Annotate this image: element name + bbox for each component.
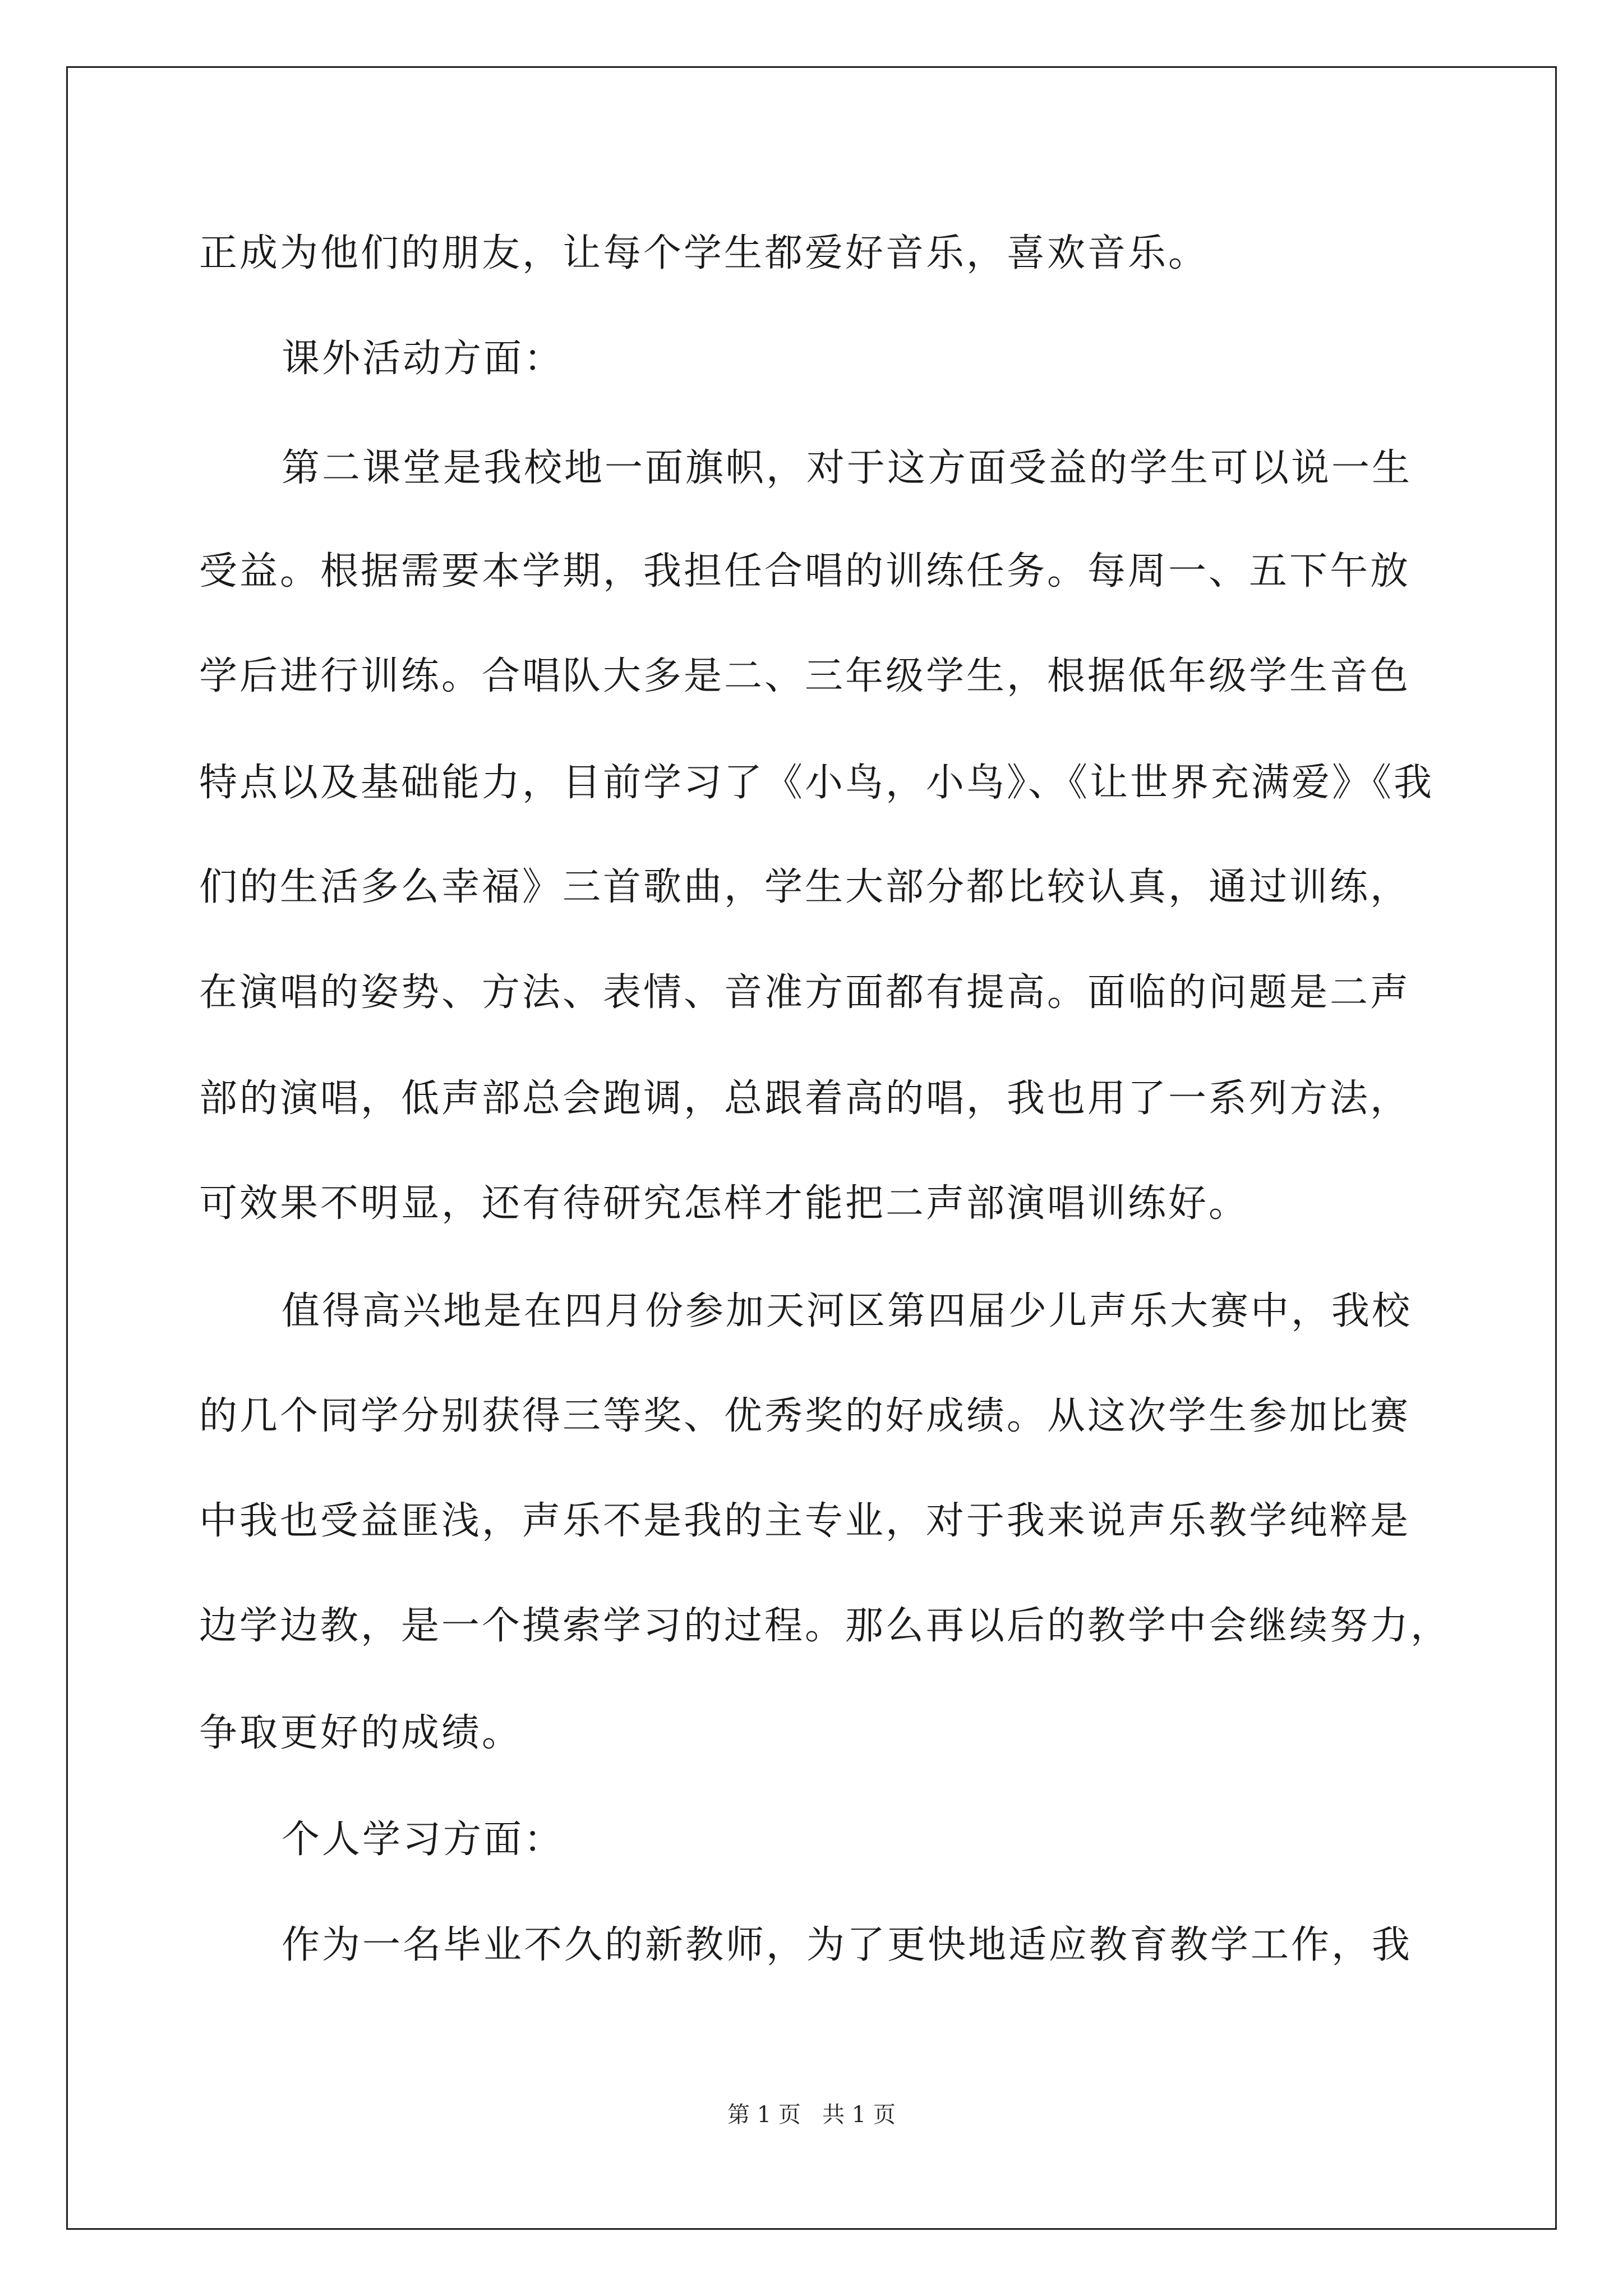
text-line: 正成为他们的朋友，让每个学生都爱好音乐，喜欢音乐。: [199, 231, 1209, 275]
page-number: 第 1 页 共 1 页: [727, 2102, 896, 2128]
section-heading-extracurricular: 课外活动方面：: [282, 337, 565, 381]
text-line: 作为一名毕业不久的新教师，为了更快地适应教育教学工作，我: [282, 1923, 1413, 1967]
text-line: 在演唱的姿势、方法、表情、音准方面都有提高。面临的问题是二声: [199, 970, 1411, 1015]
text-line: 边学边教，是一个摸索学习的过程。那么再以后的教学中会继续努力，: [199, 1604, 1451, 1648]
text-line: 部的演唱，低声部总会跑调，总跟着高的唱，我也用了一系列方法，: [199, 1076, 1411, 1121]
text-line: 们的生活多么幸福》三首歌曲，学生大部分都比较认真，通过训练，: [199, 865, 1411, 909]
text-line: 受益。根据需要本学期，我担任合唱的训练任务。每周一、五下午放: [199, 549, 1411, 593]
text-line: 中我也受益匪浅，声乐不是我的主专业，对于我来说声乐教学纯粹是: [199, 1499, 1411, 1543]
section-heading-personal-study: 个人学习方面：: [282, 1818, 565, 1862]
text-line: 值得高兴地是在四月份参加天河区第四届少儿声乐大赛中，我校: [282, 1289, 1413, 1333]
text-line: 可效果不明显，还有待研究怎样才能把二声部演唱训练好。: [199, 1181, 1249, 1226]
text-line: 的几个同学分别获得三等奖、优秀奖的好成绩。从这次学生参加比赛: [199, 1394, 1411, 1438]
text-line: 争取更好的成绩。: [199, 1711, 523, 1755]
page-frame: [66, 66, 1557, 2230]
text-line: 特点以及基础能力，目前学习了《小鸟，小鸟》、《让世界充满爱》《我: [199, 761, 1435, 805]
text-line: 第二课堂是我校地一面旗帜，对于这方面受益的学生可以说一生: [282, 446, 1413, 490]
text-line: 学后进行训练。合唱队大多是二、三年级学生，根据低年级学生音色: [199, 654, 1411, 698]
